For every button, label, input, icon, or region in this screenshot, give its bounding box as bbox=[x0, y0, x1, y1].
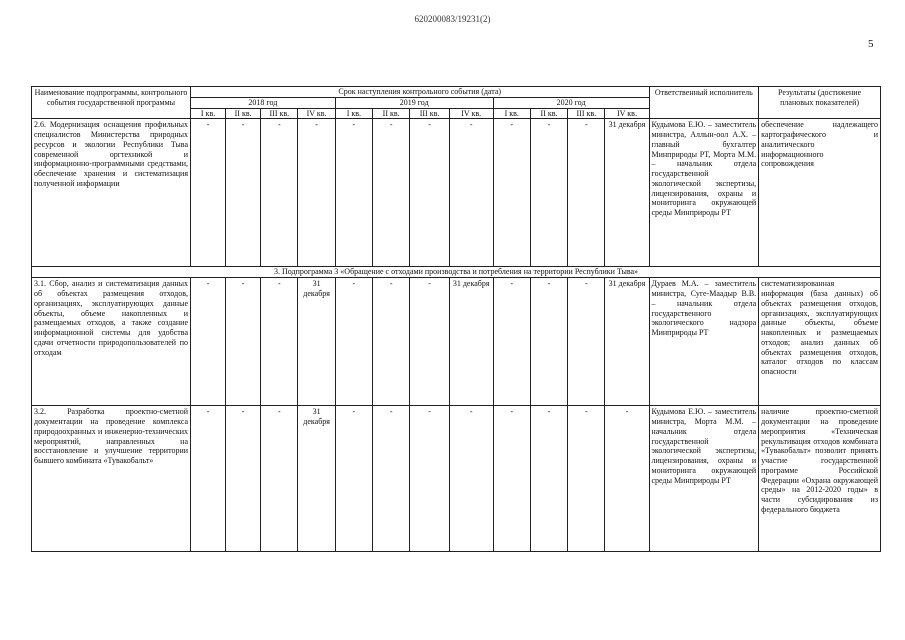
quarter-cell: 31 декабря bbox=[605, 119, 649, 267]
quarter-cell: - bbox=[530, 406, 567, 552]
col-header-deadline: Срок наступления контрольного события (дата) bbox=[191, 87, 649, 98]
quarter-cell: 31 декабря bbox=[449, 278, 493, 406]
section-title: 3. Подпрограмма 3 «Обращение с отходами производства и потребления на территории Республики Тыва» bbox=[32, 267, 881, 278]
row-result: наличие проектно-сметной документации на проведение мероприятия «Техническая рекультивация отходов комбината «Тувакобальт» позволит принять участие государственной программе Российской Федерации «Охрана окружающей среды» на 2012-2020 годы» в части субсидирования из федерального бюджета bbox=[759, 406, 881, 552]
quarter-cell: - bbox=[410, 278, 449, 406]
quarter-cell: - bbox=[493, 119, 530, 267]
table-row bbox=[32, 406, 881, 552]
row-program-name: 2.6. Модернизация оснащения профильных специалистов Министерства природных ресурсов и экологии Республики Тыва современной оргтехникой и информационно-программными средствами, обеспечение хранения и систематизация полученной информации bbox=[32, 119, 191, 267]
section-header-row bbox=[32, 267, 881, 278]
table-row bbox=[32, 119, 881, 267]
quarter-cell: - bbox=[493, 278, 530, 406]
quarter-cell: - bbox=[191, 278, 226, 406]
row-program-name: 3.2. Разработка проектно-сметной документации на проведение комплекса природоохранных и инженерно-технических мероприятий, направленных на восстановление и улучшение территории бывшего комбината «Тувакобальт» bbox=[32, 406, 191, 552]
row-result: обеспечение надлежащего картографического и аналитического информационного сопровождения bbox=[759, 119, 881, 267]
control-events-table bbox=[31, 86, 881, 552]
quarter-cell: - bbox=[373, 119, 410, 267]
quarter-cell: - bbox=[226, 119, 261, 267]
header-row-1 bbox=[32, 87, 881, 98]
quarter-header: II кв. bbox=[226, 108, 261, 119]
document-id: 620200083/19231(2) bbox=[414, 14, 491, 24]
col-header-responsible: Ответственный исполнитель bbox=[649, 87, 759, 119]
quarter-cell: - bbox=[335, 278, 372, 406]
year-header: 2019 год bbox=[335, 97, 493, 108]
quarter-cell: - bbox=[449, 406, 493, 552]
row-responsible: Кудымова Е.Ю. – заместитель министра, Аллын-оол А.Х. – главный бухгалтер Минприроды РТ, Морта М.М. – начальник отдела государственной экологической экспертизы, лицензирования, охраны и мониторинга окружающей среды Минприроды РТ bbox=[649, 119, 759, 267]
quarter-header: II кв. bbox=[373, 108, 410, 119]
quarter-cell: - bbox=[191, 406, 226, 552]
quarter-header: III кв. bbox=[261, 108, 298, 119]
quarter-cell: - bbox=[568, 278, 605, 406]
quarter-header: II кв. bbox=[530, 108, 567, 119]
quarter-header: IV кв. bbox=[298, 108, 335, 119]
quarter-cell: - bbox=[568, 406, 605, 552]
quarter-header: I кв. bbox=[335, 108, 372, 119]
quarter-header: I кв. bbox=[493, 108, 530, 119]
year-header: 2020 год bbox=[493, 97, 649, 108]
table-row bbox=[32, 278, 881, 406]
quarter-cell: - bbox=[530, 278, 567, 406]
quarter-header: I кв. bbox=[191, 108, 226, 119]
quarter-cell: - bbox=[410, 406, 449, 552]
col-header-results: Результаты (достижение плановых показателей) bbox=[759, 87, 881, 119]
quarter-cell: - bbox=[410, 119, 449, 267]
quarter-cell: - bbox=[261, 406, 298, 552]
quarter-cell: - bbox=[373, 406, 410, 552]
quarter-cell: - bbox=[226, 278, 261, 406]
row-result: систематизированная информация (база данных) об объектах размещения отходов, организациях, эксплуатирующих данные объекты, объеме накопленных и размещаемых отходов; анализ данных об объектах размещения отходов, каталог отходов по классам опасности bbox=[759, 278, 881, 406]
quarter-cell: - bbox=[298, 119, 335, 267]
quarter-cell: - bbox=[261, 278, 298, 406]
quarter-header: IV кв. bbox=[605, 108, 649, 119]
page-number: 5 bbox=[868, 38, 874, 50]
quarter-cell: - bbox=[226, 406, 261, 552]
quarter-cell: 31 декабря bbox=[298, 406, 335, 552]
year-header: 2018 год bbox=[191, 97, 336, 108]
quarter-cell: 31 декабря bbox=[298, 278, 335, 406]
quarter-header: III кв. bbox=[568, 108, 605, 119]
quarter-header: III кв. bbox=[410, 108, 449, 119]
quarter-cell: - bbox=[449, 119, 493, 267]
quarter-cell: - bbox=[335, 406, 372, 552]
quarter-cell: - bbox=[261, 119, 298, 267]
quarter-cell: - bbox=[191, 119, 226, 267]
quarter-header: IV кв. bbox=[449, 108, 493, 119]
row-program-name: 3.1. Сбор, анализ и систематизация данных об объектах размещения отходов, организациях, эксплуатирующих данные объекты, объеме накопленных и размещаемых отходов, а также создание информационной системы для удобства сдачи отчетности природопользователей по отходам bbox=[32, 278, 191, 406]
quarter-cell: - bbox=[373, 278, 410, 406]
col-header-program: Наименование подпрограммы, контрольного события государственной программы bbox=[32, 87, 191, 119]
quarter-cell: 31 декабря bbox=[605, 278, 649, 406]
quarter-cell: - bbox=[605, 406, 649, 552]
quarter-cell: - bbox=[568, 119, 605, 267]
quarter-cell: - bbox=[335, 119, 372, 267]
row-responsible: Дураев М.А. – заместитель министра, Суге-Маадыр В.В. – начальник отдела государственного экологического надзора Минприроды РТ bbox=[649, 278, 759, 406]
quarter-cell: - bbox=[493, 406, 530, 552]
row-responsible: Кудымова Е.Ю. – заместитель министра, Морта М.М. – начальник отдела государственной экологической экспертизы, лицензирования, охраны и мониторинга окружающей среды Минприроды РТ bbox=[649, 406, 759, 552]
quarter-cell: - bbox=[530, 119, 567, 267]
